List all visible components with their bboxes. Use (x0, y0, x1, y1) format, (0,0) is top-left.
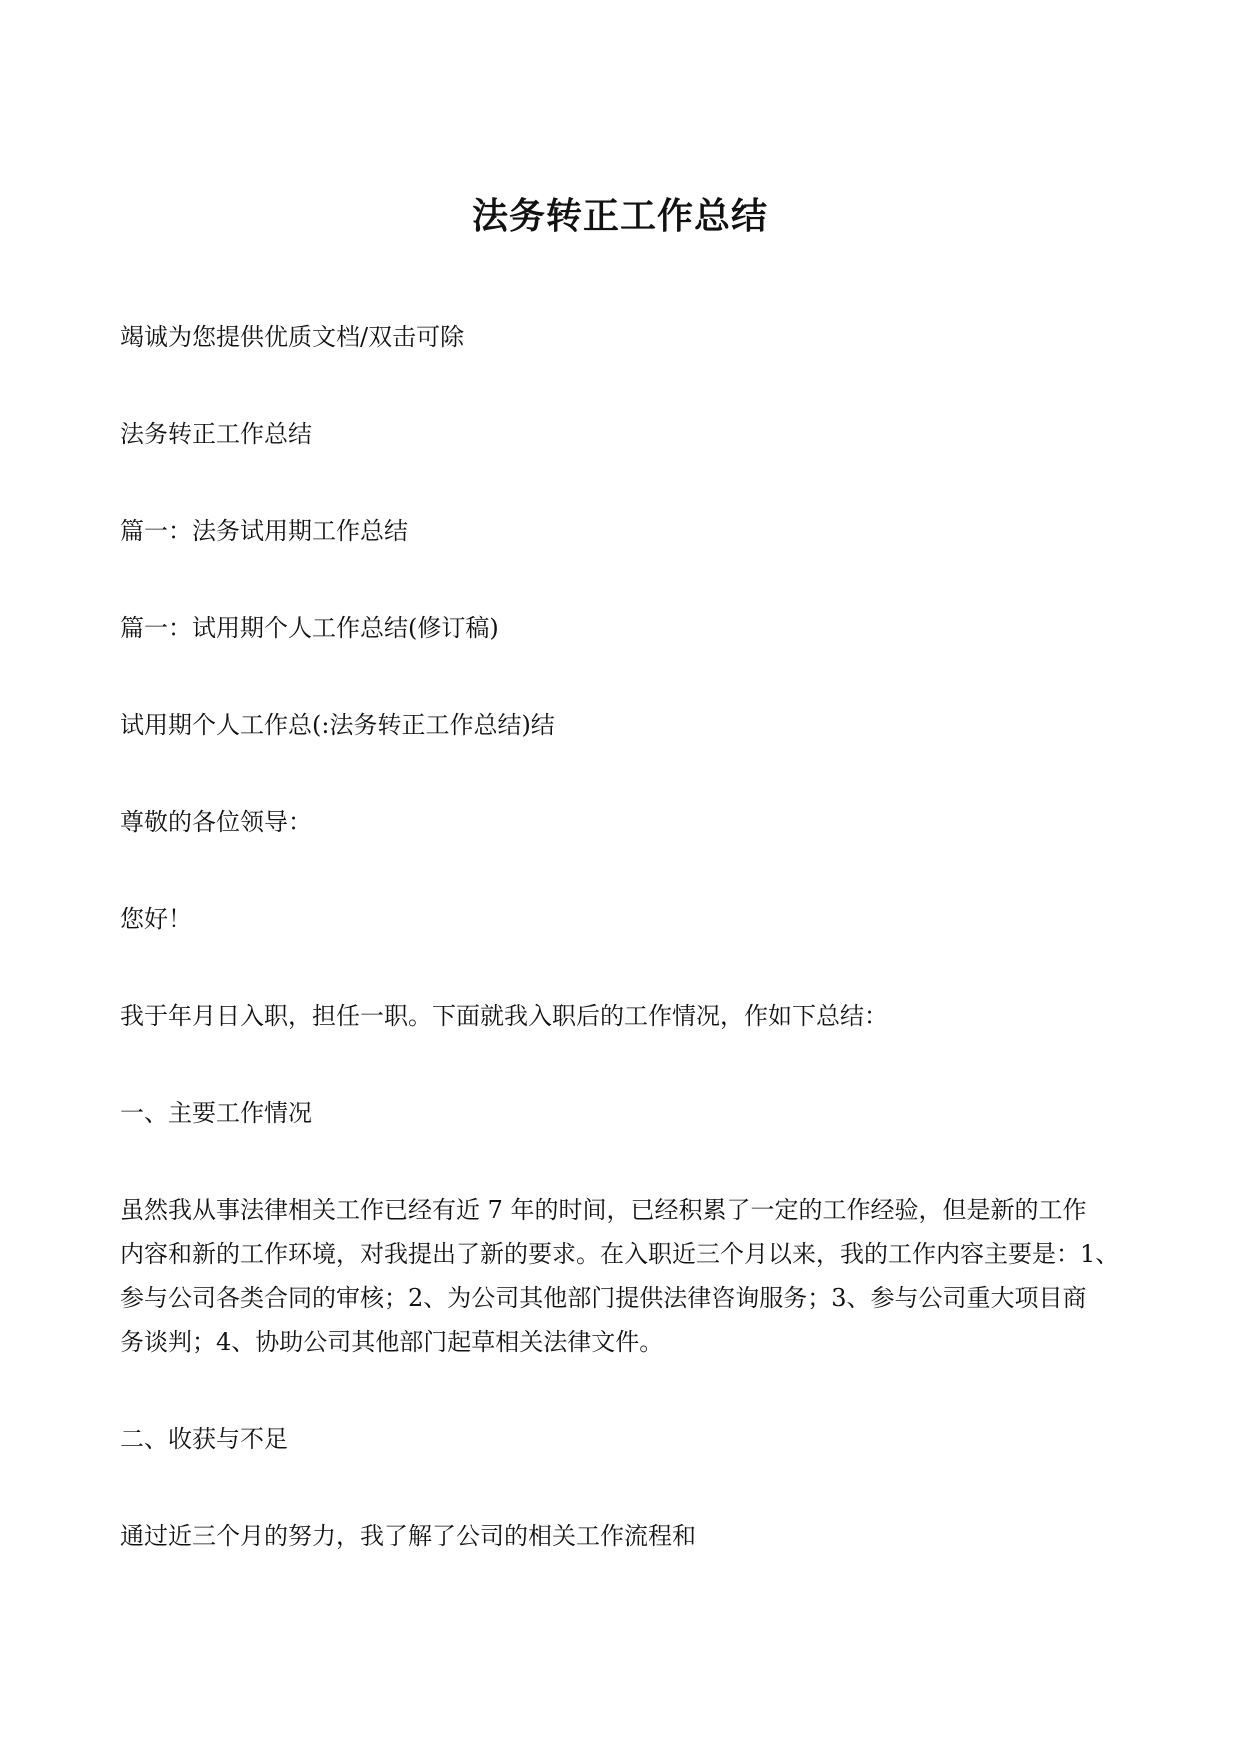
chapter-heading-1: 篇一：法务试用期工作总结 (120, 517, 408, 545)
greeting: 您好！ (120, 905, 192, 933)
section-heading-1: 一、主要工作情况 (120, 1099, 312, 1127)
notice-line: 竭诚为您提供优质文档/双击可除 (120, 323, 465, 351)
salutation: 尊敬的各位领导： (120, 808, 312, 836)
paragraph-1-line-4: 务谈判；4、协助公司其他部门起草相关法律文件。 (120, 1328, 664, 1356)
closing-line: 通过近三个月的努力，我了解了公司的相关工作流程和 (120, 1522, 696, 1550)
paragraph-1-line-3: 参与公司各类合同的审核；2、为公司其他部门提供法律咨询服务；3、参与公司重大项目商 (120, 1284, 1087, 1312)
summary-heading: 试用期个人工作总(:法务转正工作总结)结 (120, 711, 555, 739)
section-heading-2: 二、收获与不足 (120, 1425, 288, 1453)
paragraph-1-line-1: 虽然我从事法律相关工作已经有近 7 年的时间，已经积累了一定的工作经验，但是新的工作 (120, 1196, 1087, 1224)
subtitle-line: 法务转正工作总结 (120, 420, 312, 448)
intro-line: 我于年月日入职，担任一职。下面就我入职后的工作情况，作如下总结： (120, 1002, 888, 1030)
paragraph-1-line-2: 内容和新的工作环境，对我提出了新的要求。在入职近三个月以来，我的工作内容主要是：1、 (120, 1240, 1120, 1268)
document-title: 法务转正工作总结 (471, 195, 768, 237)
chapter-heading-2: 篇一：试用期个人工作总结(修订稿) (120, 614, 499, 642)
